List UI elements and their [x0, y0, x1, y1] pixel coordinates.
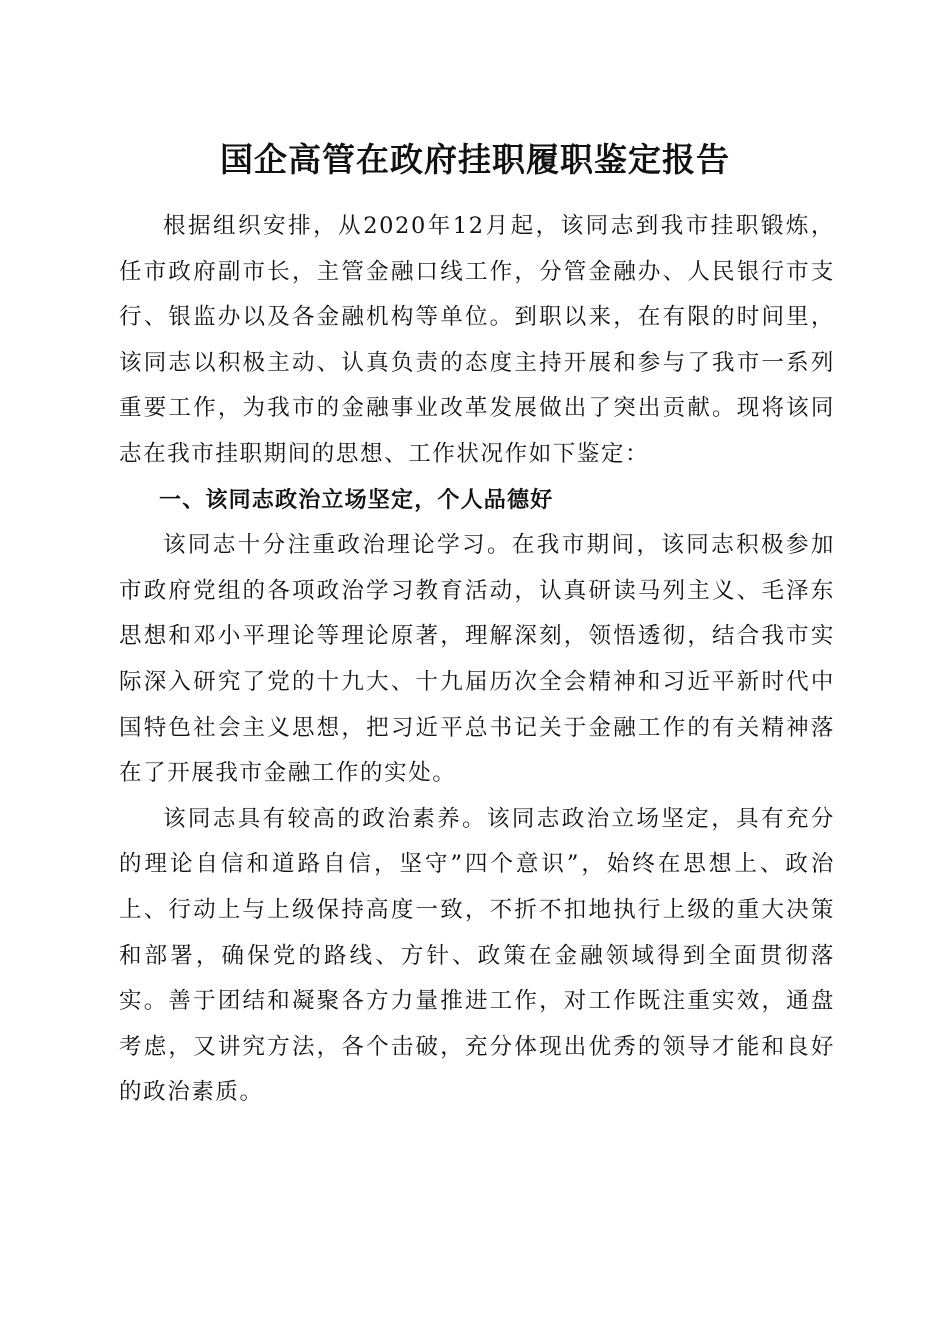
section-paragraph: 该同志十分注重政治理论学习。在我市期间，该同志积极参加市政府党组的各项政治学习教育活动，认真研读马列主义、毛泽东思想和邓小平理论等理论原著，理解深刻，领悟透彻，结合我市实际深入研究了党的十九大、十九届历次全会精神和习近平新时代中国特色社会主义思想，把习近平总书记关于金融工作的有关精神落在了开展我市金融工作的实处。 [119, 532, 835, 787]
section-paragraph: 该同志具有较高的政治素养。该同志政治立场坚定，具有充分的理论自信和道路自信，坚守”四个意识”，始终在思想上、政治上、行动上与上级保持高度一致，不折不扣地执行上级的重大决策和部署，确保党的路线、方针、政策在金融领域得到全面贯彻落实。善于团结和凝聚各方力量推进工作，对工作既注重实效，通盘考虑，又讲究方法，各个击破，充分体现出优秀的领导才能和良好的政治素质。 [119, 805, 835, 1106]
document-body [119, 204, 835, 1116]
document-title: 国企高管在政府挂职履职鉴定报告 [220, 140, 730, 179]
section-heading: 一、该同志政治立场坚定，个人品德好 [159, 487, 554, 513]
intro-paragraph: 根据组织安排，从2020年12月起，该同志到我市挂职锻炼，任市政府副市长，主管金融口线工作，分管金融办、人民银行市支行、银监办以及各金融机构等单位。到职以来，在有限的时间里，该同志以积极主动、认真负责的态度主持开展和参与了我市一系列重要工作，为我市的金融事业改革发展做出了突出贡献。现将该同志在我市挂职期间的思想、工作状况作如下鉴定： [119, 213, 835, 467]
